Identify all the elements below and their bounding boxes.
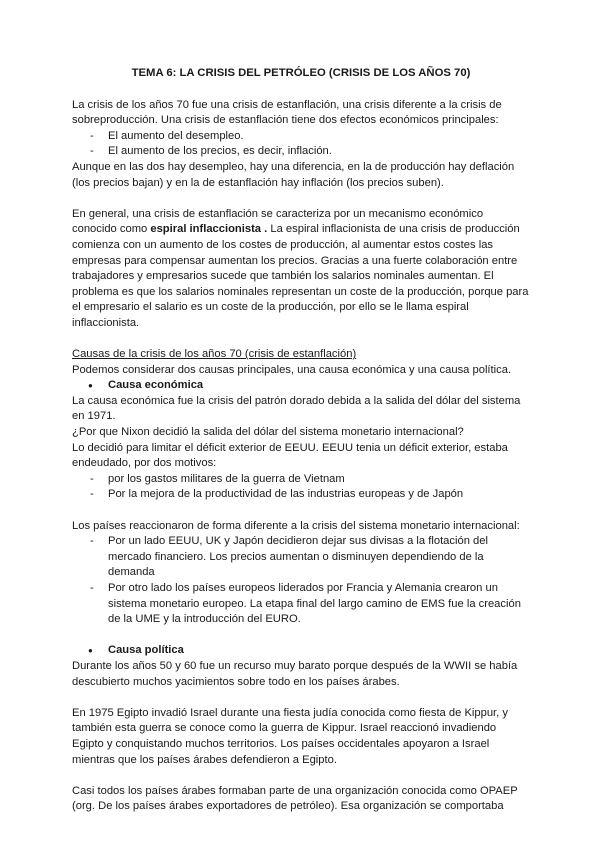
intro-paragraph: La crisis de los años 70 fue una crisis de estanflación, una crisis diferente a la crisis de sobreproducción. Una crisis de estanflación tiene dos efectos económicos principales: bbox=[72, 98, 502, 127]
list-item: - Por un lado EEUU, UK y Japón decidieron dejar sus divisas a la flotación del mercado financiero. Los precios aumentan o disminuyen dependiendo de la demanda bbox=[72, 534, 530, 581]
political-paragraph-1: Durante los años 50 y 60 fue un recurso muy barato porque después de la WWII se había descubierto muchos yacimientos sobre todo en los países árabes. bbox=[72, 659, 518, 688]
causes-heading: Causas de la crisis de los años 70 (crisis de estanflación) bbox=[72, 348, 357, 361]
intro-paragraph-2: Aunque en las dos hay desempleo, hay una diferencia, en la de producción hay deflación (los precios bajan) y en la de estanflación hay inflación (los precios suben). bbox=[72, 160, 515, 189]
spiral-term: espiral inflaccionista . bbox=[150, 223, 268, 236]
reactions-list bbox=[72, 534, 530, 628]
effects-list bbox=[72, 129, 530, 160]
list-item: - por los gastos militares de la guerra de Vietnam bbox=[72, 472, 530, 488]
political-label: ● Causa política bbox=[72, 643, 530, 659]
political-bullet bbox=[72, 643, 530, 659]
list-item: - El aumento de los precios, es decir, inflación. bbox=[72, 144, 530, 160]
economic-label: ● Causa económica bbox=[72, 378, 530, 394]
spiral-paragraph bbox=[72, 207, 530, 332]
document-body bbox=[72, 66, 530, 815]
economic-paragraph-3: Lo decidió para limitar el déficit exterior de EEUU. EEUU tenia un déficit exterior, estaba endeudado, por dos motivos: bbox=[72, 441, 508, 470]
list-item: - El aumento del desempleo. bbox=[72, 129, 530, 145]
list-item: - Por la mejora de la productividad de las industrias europeas y de Japón bbox=[72, 487, 530, 503]
list-item: - Por otro lado los países europeos liderados por Francia y Alemania crearon un sistema monetario europeo. La etapa final del largo camino de EMS fue la creación de la UME y la introducción del EURO. bbox=[72, 581, 530, 628]
political-paragraph-2: En 1975 Egipto invadió Israel durante una fiesta judía conocida como fiesta de Kippur, y también esta guerra se conoce como la guerra de Kippur. Israel reaccionó invadiendo Egipto y conquistando muchos territorios. Los países occidentales apoyaron a Israel mientras que los países árabes defendieron a Egipto. bbox=[72, 706, 508, 766]
economic-bullet bbox=[72, 378, 530, 394]
spiral-text-post: La espiral inflacionista de una crisis de producción comienza con un aumento de los costes de producción, al aumentar estos costes las empresas para compensar aumentan los precios. Gracias a una fuerte colaboración entre trabajadores y empresarios sucede que también los salarios nominales aumentan. El problema es que los salarios nominales representan un coste de la producción, porque para el empresario el salario es un coste de la producción, por ello se le llama espiral inflaccionista. bbox=[72, 223, 529, 329]
economic-paragraph-1: La causa económica fue la crisis del patrón dorado debida a la salida del dólar del sistema en 1971. bbox=[72, 394, 521, 423]
page-title: TEMA 6: LA CRISIS DEL PETRÓLEO (CRISIS DE LOS AÑOS 70) bbox=[131, 67, 471, 79]
political-paragraph-3: Casi todos los países árabes formaban parte de una organización conocida como OPAEP (org. De los países árabes exportadores de petróleo). Esa organización se comportaba bbox=[72, 784, 518, 813]
spiral-text-pre: En general, una crisis de estanflación se caracteriza por un mecanismo económico conocido como bbox=[72, 207, 484, 236]
causes-intro: Podemos considerar dos causas principales, una causa económica y una causa política. bbox=[72, 363, 512, 376]
reaction-intro: Los países reaccionaron de forma diferente a la crisis del sistema monetario internacional: bbox=[72, 519, 520, 532]
motives-list bbox=[72, 472, 530, 503]
economic-paragraph-2: ¿Por que Nixon decidió la salida del dólar del sistema monetario internacional? bbox=[72, 426, 464, 439]
